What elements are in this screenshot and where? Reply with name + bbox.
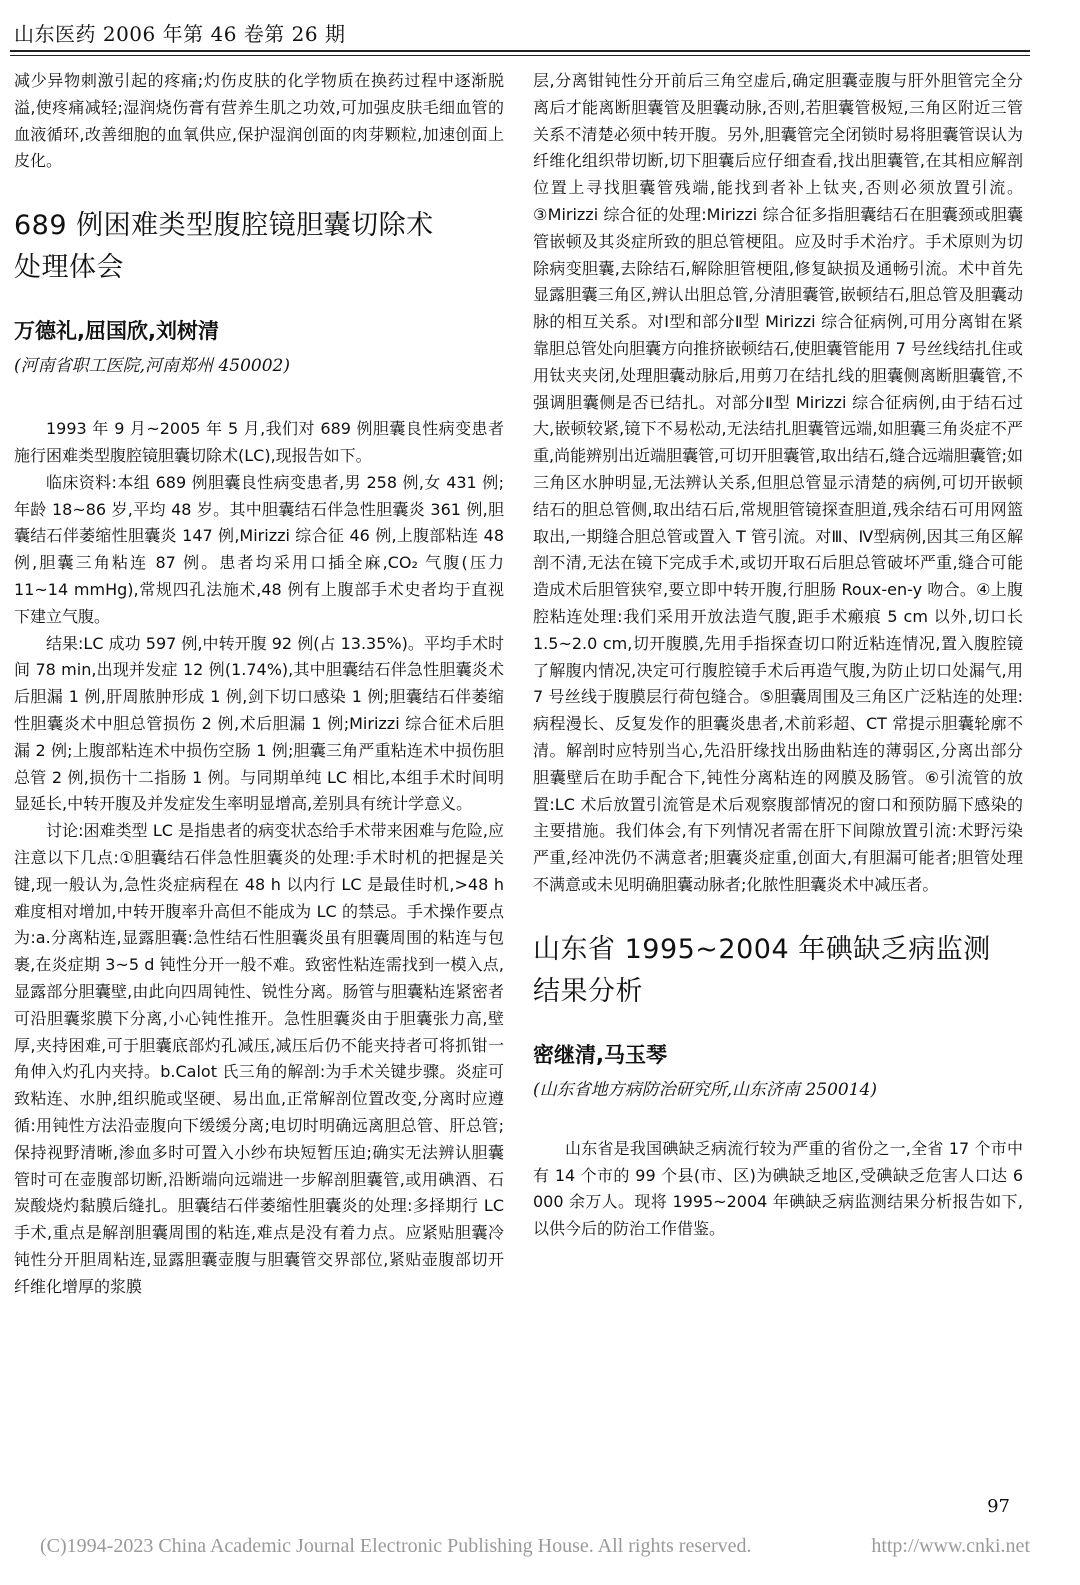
header-rule-thin (10, 55, 1030, 56)
second-article-affiliation: (山东省地方病防治研究所,山东济南 250014) (533, 1079, 877, 1100)
header-rule (10, 50, 1030, 52)
article-title-line-2: 处理体会 (14, 252, 124, 284)
right-column (533, 68, 1023, 1243)
second-article-title (533, 929, 1023, 1013)
copyright-text: (C)1994-2023 China Academic Journal Electronic Publishing House. All rights reserved. (40, 1535, 752, 1557)
page-number: 97 (987, 1496, 1010, 1517)
discussion-continued-paragraph: 层,分离钳钝性分开前后三角空虚后,确定胆囊壶腹与肝外胆管完全分离后才能离断胆囊管及胆囊动脉,否则,若胆囊管极短,三角区附近三管关系不清楚必须中转开腹。另外,胆囊管完全闭锁时易将胆囊管误认为纤维化组织带切断,切下胆囊后应仔细查看,找出胆囊管,在其相应解剖位置上寻找胆囊管残端,能找到者补上钛夹,否则必须放置引流。③Mirizzi 综合征的处理:Mirizzi 综合征多指胆囊结石在胆囊颈或胆囊管嵌顿及其炎症所致的胆总管梗阻。应及时手术治疗。手术原则为切除病变胆囊,去除结石,解除胆管梗阻,修复缺损及通畅引流。术中首先显露胆囊三角区,辨认出胆总管,分清胆囊管,嵌顿结石,胆总管及胆囊动脉的相互关系。对Ⅰ型和部分Ⅱ型 Mirizzi 综合征病例,可用分离钳在紧靠胆总管处向胆囊方向推挤嵌顿结石,使胆囊管能用 7 号丝线结扎住或用钛夹夹闭,处理胆囊动脉后,用剪刀在结扎线的胆囊侧离断胆囊管,不强调胆囊侧是否已结扎。对部分Ⅱ型 Mirizzi 综合征病例,由于结石过大,嵌顿较紧,镜下不易松动,无法结扎胆囊管远端,如胆囊三角炎症不严重,尚能辨别出近端胆囊管,可切开胆囊管,取出结石,缝合远端胆囊管;如三角区水肿明显,无法辨认关系,但胆总管显示清楚的病例,可切开嵌顿结石的胆总管侧,取出结石后,常规胆管镜探查胆道,残余结石可用网篮取出,一期缝合胆总管或置入 T 管引流。对Ⅲ、Ⅳ型病例,因其三角区解剖不清,无法在镜下完成手术,或切开取石后胆总管破坏严重,缝合可能造成术后胆管狭窄,要立即中转开腹,行胆肠 Roux-en-y 吻合。④上腹腔粘连处理:我们采用开放法造气腹,距手术瘢痕 5 cm 以外,切口长 1.5~2.0 cm,切开腹膜,先用手指探查切口附近粘连情况,置入腹腔镜了解腹内情况,决定可行腹腔镜手术后再造气腹,为防止切口处漏气,用 7 号丝线于腹膜层行荷包缝合。⑤胆囊周围及三角区广泛粘连的处理:病程漫长、反复发作的胆囊炎患者,术前彩超、CT 常提示胆囊轮廓不清。解剖时应特别当心,先沿肝缘找出肠曲粘连的薄弱区,分离出部分胆囊壁后在助手配合下,钝性分离粘连的网膜及肠管。⑥引流管的放置:LC 术后放置引流管是术后观察腹部情况的窗口和预防膈下感染的主要措施。我们体会,有下列情况者需在肝下间隙放置引流:术野污染严重,经冲洗仍不满意者;胆囊炎症重,创面大,有胆漏可能者;胆管处理不满意或未见明确胆囊动脉者;化脓性胆囊炎术中减压者。 (533, 71, 1023, 894)
clinical-data-paragraph: 临床资料:本组 689 例胆囊良性病变患者,男 258 例,女 431 例;年龄 18~86 岁,平均 48 岁。其中胆囊结石伴急性胆囊炎 361 例,胆囊结石伴萎缩性胆囊炎 147 例,Mirizzi 综合征 46 例,上腹部粘连 48 例,胆囊三角粘连 87 例。患者均采用口插全麻,CO₂ 气腹(压力 11~14 mmHg),常规四孔法施术,48 例有上腹部手术史者均于直视下建立气腹。 (14, 472, 504, 626)
running-head: 山东医药 2006 年第 46 卷第 26 期 (14, 22, 346, 46)
second-article-title-line-1: 山东省 1995~2004 年碘缺乏病监测 (533, 933, 991, 965)
left-column (14, 68, 504, 1300)
copyright-footer (40, 1535, 1050, 1558)
second-article-authors: 密继清,马玉琴 (533, 1042, 667, 1067)
article-authors: 万德礼,屈国欣,刘树清 (14, 319, 219, 344)
second-article-title-line-2: 结果分析 (533, 975, 643, 1007)
article-affiliation: (河南省职工医院,河南郑州 450002) (14, 356, 290, 377)
intro-paragraph: 1993 年 9 月~2005 年 5 月,我们对 689 例胆囊良性病变患者施行困难类型腹腔镜胆囊切除术(LC),现报告如下。 (14, 419, 504, 465)
article-title-line-1: 689 例困难类型腹腔镜胆囊切除术 (14, 210, 434, 242)
article-title (14, 205, 504, 289)
results-paragraph: 结果:LC 成功 597 例,中转开腹 92 例(占 13.35%)。平均手术时间 78 min,出现并发症 12 例(1.74%),其中胆囊结石伴急性胆囊炎术后胆漏 1 例,肝周脓肿形成 1 例,剑下切口感染 1 例;胆囊结石伴萎缩性胆囊炎术中胆总管损伤 2 例,术后胆漏 1 例;Mirizzi 综合征术后胆漏 2 例;上腹部粘连术中损伤空肠 1 例;胆囊三角严重粘连术中损伤胆总管 2 例,损伤十二指肠 1 例。与同期单纯 LC 相比,本组手术时间明显延长,中转开腹及并发症发生率明显增高,差别具有统计学意义。 (14, 633, 504, 814)
continuation-text: 减少异物刺激引起的疼痛;灼伤皮肤的化学物质在换药过程中逐渐脱溢,使疼痛减轻;湿润烧伤膏有营养生肌之功效,可加强皮肤毛细血管的血液循环,改善细胞的血氧供应,保护湿润创面的肉芽颗粒,加速创面上皮化。 (14, 71, 504, 171)
cnki-url-link[interactable]: http://www.cnki.net (871, 1535, 1030, 1557)
discussion-paragraph: 讨论:困难类型 LC 是指患者的病变状态给手术带来困难与危险,应注意以下几点:①胆囊结石伴急性胆囊炎的处理:手术时机的把握是关键,现一般认为,急性炎症病程在 48 h 以内行 LC 是最佳时机,>48 h 难度相对增加,中转开腹率升高但不能成为 LC 的禁忌。手术操作要点为:a.分离粘连,显露胆囊:急性结石性胆囊炎虽有胆囊周围的粘连与包裹,在炎症期 3~5 d 钝性分开一般不难。致密性粘连需找到一模入点,显露部分胆囊壁,由此向四周钝性、锐性分离。肠管与胆囊粘连紧密者可沿胆囊浆膜下分离,小心钝性推开。急性胆囊炎由于胆囊张力高,壁厚,夹持困难,可于胆囊底部灼孔减压,减压后仍不能夹持者可将抓钳一角伸入灼孔内夹持。b.Calot 氏三角的解剖:为手术关键步骤。炎症可致粘连、水肿,组织脆或坚硬、易出血,正常解剖位置改变,分离时应遵循:用钝性方法沿壶腹向下缓缓分离;电切时明确远离胆总管、肝总管;保持视野清晰,渗血多时可置入小纱布块短暂压迫;确实无法辨认胆囊管时可在壶腹部切断,沿断端向远端进一步解剖胆囊管,或用碘酒、石炭酸烧灼黏膜后缝扎。胆囊结石伴萎缩性胆囊炎的处理:多择期行 LC 手术,重点是解剖胆囊周围的粘连,难点是没有着力点。应紧贴胆囊冷钝性分开胆周粘连,显露胆囊壶腹与胆囊管交界部位,紧贴壶腹部切开纤维化增厚的浆膜 (14, 821, 504, 1296)
second-article-intro-paragraph: 山东省是我国碘缺乏病流行较为严重的省份之一,全省 17 个市中有 14 个市的 99 个县(市、区)为碘缺乏地区,受碘缺乏危害人口达 6 000 余万人。现将 1995~2004 年碘缺乏病监测结果分析报告如下,以供今后的防治工作借鉴。 (533, 1138, 1023, 1239)
